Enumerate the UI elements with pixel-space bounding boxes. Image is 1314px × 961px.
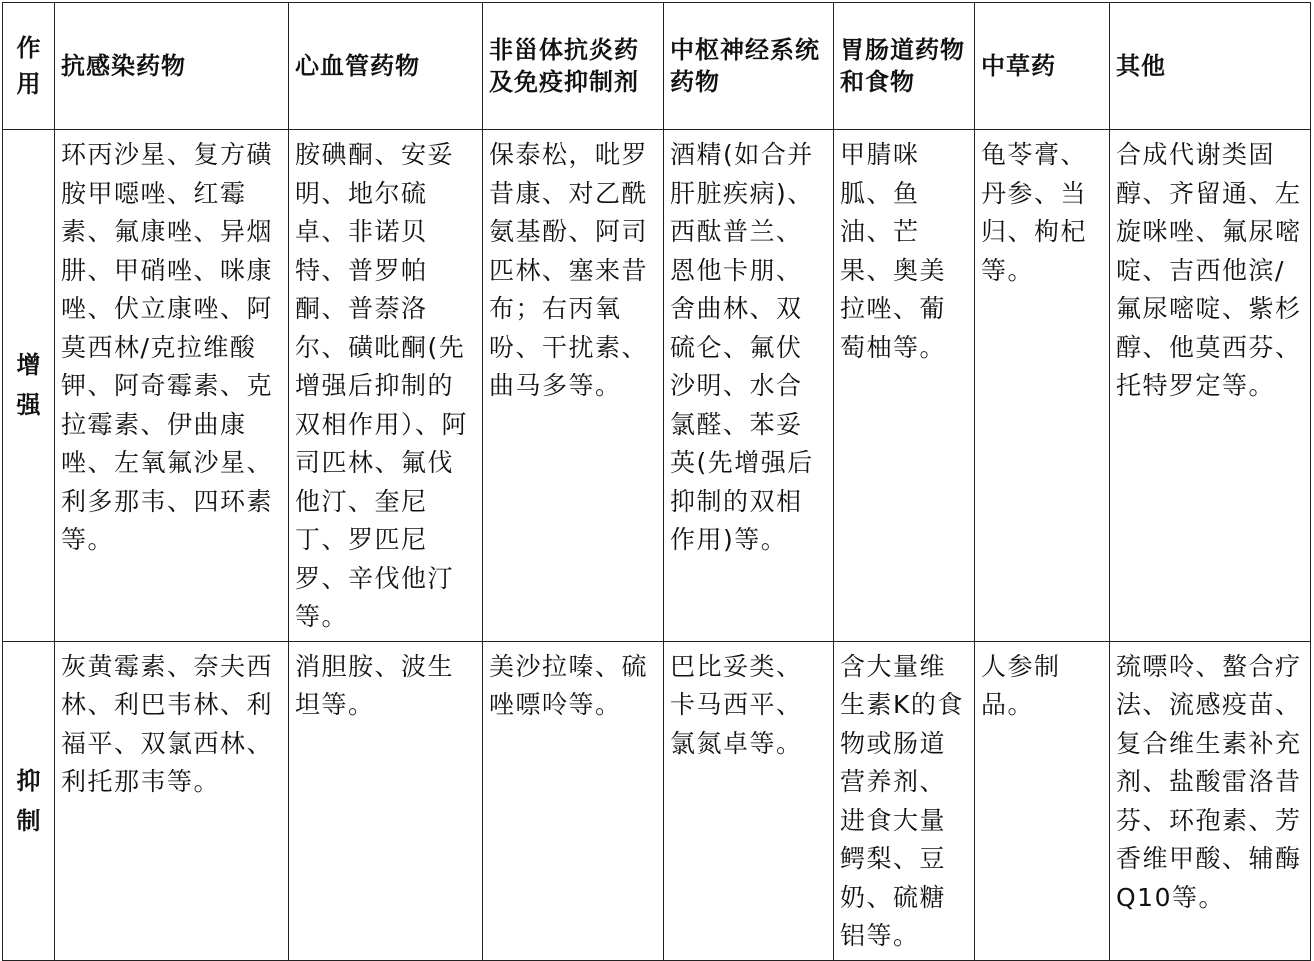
- column-header-gi-and-food: 胃肠道药物和食物: [834, 3, 975, 130]
- column-header-cns: 中枢神经系统药物: [664, 3, 834, 130]
- column-header-anti-infective: 抗感染药物: [55, 3, 289, 130]
- table-cell: 灰黄霉素、奈夫西林、利巴韦林、利福平、双氯西林、利托那韦等。: [55, 641, 289, 960]
- table-cell: 环丙沙星、复方磺胺甲噁唑、红霉素、氟康唑、异烟肼、甲硝唑、咪康唑、伏立康唑、阿莫西林/克拉维酸钾、阿奇霉素、克拉霉素、伊曲康唑、左氧氟沙星、利多那韦、四环素等。: [55, 130, 289, 642]
- table-cell: 巯嘌呤、螯合疗法、流感疫苗、复合维生素补充剂、盐酸雷洛昔芬、环孢素、芳香维甲酸、辅酶Q10等。: [1110, 641, 1311, 960]
- table-header-row: [3, 3, 1311, 130]
- drug-interaction-table: [2, 2, 1311, 961]
- row-label-inhibit-cell: [3, 641, 55, 960]
- table-cell: 合成代谢类固醇、齐留通、左旋咪唑、氟尿嘧啶、吉西他滨/氟尿嘧啶、紫杉醇、他莫西芬、托特罗定等。: [1110, 130, 1311, 642]
- table-cell: 消胆胺、波生坦等。: [289, 641, 483, 960]
- corner-label: 作用: [16, 34, 42, 98]
- table-cell: 酒精(如合并肝脏疾病)、西酞普兰、恩他卡朋、舍曲林、双硫仑、氟伏沙明、水合氯醛、苯妥英(先增强后抑制的双相作用)等。: [664, 130, 834, 642]
- table-cell: 甲腈咪胍、鱼油、芒果、奥美拉唑、葡萄柚等。: [834, 130, 975, 642]
- column-header-other: 其他: [1110, 3, 1311, 130]
- table-cell: 含大量维生素K的食物或肠道营养剂、进食大量鳄梨、豆奶、硫糖铝等。: [834, 641, 975, 960]
- row-label-enhance-cell: [3, 130, 55, 642]
- table-row-enhance: [3, 130, 1311, 642]
- row-label-inhibit: 抑制: [16, 766, 41, 835]
- table-cell: 巴比妥类、卡马西平、氯氮卓等。: [664, 641, 834, 960]
- table-cell: 人参制品。: [975, 641, 1110, 960]
- table-row-inhibit: [3, 641, 1311, 960]
- table-cell: 美沙拉嗪、硫唑嘌呤等。: [483, 641, 664, 960]
- row-label-enhance: 增强: [16, 351, 41, 420]
- column-header-herbal: 中草药: [975, 3, 1110, 130]
- corner-label-cell: [3, 3, 55, 130]
- table-cell: 龟苓膏、丹参、当归、枸杞等。: [975, 130, 1110, 642]
- column-header-nsaid-immunosuppressant: 非甾体抗炎药及免疫抑制剂: [483, 3, 664, 130]
- table-cell: 胺碘酮、安妥明、地尔硫卓、非诺贝特、普罗帕酮、普萘洛尔、磺吡酮(先增强后抑制的双相作用）、阿司匹林、氟伐他汀、奎尼丁、罗匹尼罗、辛伐他汀等。: [289, 130, 483, 642]
- table-cell: 保泰松，吡罗昔康、对乙酰氨基酚、阿司匹林、塞来昔布；右丙氧吩、干扰素、曲马多等。: [483, 130, 664, 642]
- column-header-cardiovascular: 心血管药物: [289, 3, 483, 130]
